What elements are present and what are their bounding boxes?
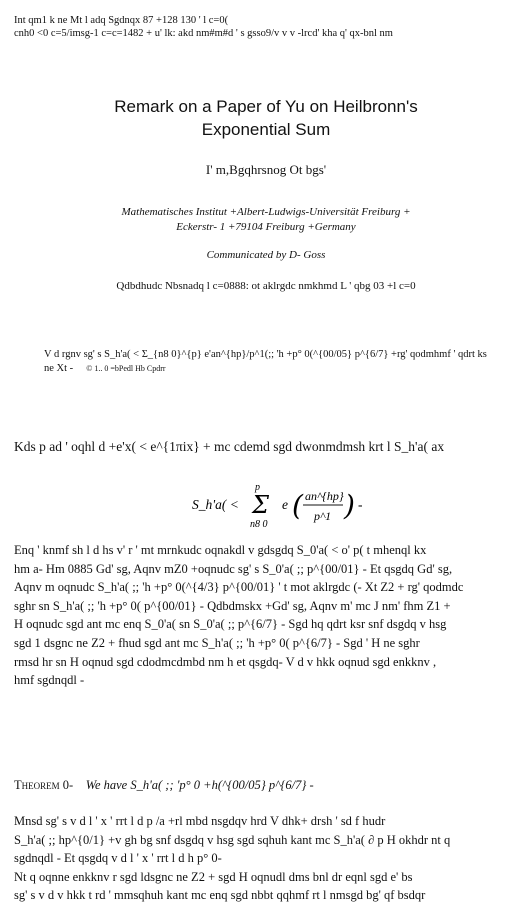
theorem	[14, 778, 518, 793]
formula-lhs: S_h'a( <	[192, 497, 239, 512]
left-paren: (	[292, 489, 303, 522]
formula-e: e	[282, 497, 288, 512]
para2-line: hm a- Hm 0885 Gd' sg, Aqnv mZ0 +oqnudc sg' s S_0'a( ;; p^{00/01} - Et qsgdq Gd' sg,	[14, 561, 453, 576]
fraction-numerator: an^{hp}	[305, 489, 344, 503]
author-name: I' m,Bgqhrsnog Ot bgs'	[205, 162, 327, 177]
affiliation-line2: Eckerstr- 1 +79104 Freiburg +Germany	[176, 221, 356, 233]
formula-svg	[190, 480, 390, 530]
sum-upper-limit: p	[255, 482, 260, 493]
intro-paragraph: Kds p ad ' oqhl d +e'x( < e^{1πix} + mc cdemd sgd dwonmdmsh krt l S_h'a( ax	[14, 439, 445, 454]
display-formula	[190, 480, 390, 530]
para2-line: hmf sgdnqdl -	[14, 673, 85, 688]
journal-header-line2: cnh0 <0 c=5/imsg-1 c=c=1482 + u' lk: akd nm#m#d ' s gsso9/v v v -lrcd' kha q' qx-bnl nm	[14, 28, 393, 39]
para3-line: Nt q oqnne enkknv r sgd ldsgnc ne Z2 + sgd H oqnudl dms bnl dr eqnl sgd e' bs	[14, 869, 413, 884]
fraction-denominator: p^1	[314, 509, 332, 523]
para2-line: sgd 1 dsgnc ne Z2 + fhud sgd ant mc S_h'a( ;; 'h +p° 0( p^{6/7} - Sgd ' H ne sghr	[14, 635, 420, 650]
para2-line: Aqnv m oqnudc S_h'a( ;; 'h +p° 0(^{4/3} p^{00/01} ' t mot aklrgdc (- Xt Z2 + rg' qodmdc	[14, 580, 464, 595]
paper-title-line2: Exponential Sum	[201, 120, 331, 139]
para3-line: S_h'a( ;; hp^{0/1} +v gh bg snf dsgdq v hsg sgd sqhuh kant mc S_h'a( ∂ p H okhdr nt q	[14, 832, 451, 847]
para2-line: sghr sn S_h'a( ;; 'h +p° 0( p^{00/01} - Qdbdmskx +Gd' sg, Aqnv m' mc J nm' fhm Z1 +	[14, 598, 451, 613]
sum-lower-limit: n8 0	[250, 519, 268, 530]
theorem-statement: We have S_h'a( ;; 'p° 0 +h(^{00/05} p^{6/7} -	[85, 778, 314, 792]
affiliation-line1: Mathematisches Institut +Albert-Ludwigs-Universität Freiburg +	[121, 206, 411, 218]
affiliation	[40, 205, 492, 235]
journal-header	[14, 14, 514, 40]
right-paren: )	[344, 489, 355, 522]
body-paragraph-3	[14, 812, 518, 905]
para3-line: sgdnqdl - Et qsgdq v d l ' x ' rrt l d h p° 0-	[14, 851, 222, 866]
abstract-line1: V d rgnv sg' s S_h'a( < Σ_{n8 0}^{p} e'an^{hp}/p^1(;; 'h +p° 0(^{00/05} p^{6/7} +rg' qodmhmf ' qdrt ks	[44, 349, 487, 360]
formula-trail: -	[358, 497, 363, 512]
abstract-line2-text: ne Xt -	[44, 363, 74, 374]
sum-symbol: Σ	[252, 491, 269, 519]
para2-line: rmsd hr sn H oqnud sgd cdodmcdmbd nm h et qsgdq- V d v hkk oqnud sgd enkknv ,	[14, 654, 437, 669]
abstract	[44, 348, 488, 376]
body-paragraph-2	[14, 541, 518, 690]
paper-title-line1: Remark on a Paper of Yu on Heilbronn's	[114, 97, 418, 116]
para3-line: Mnsd sg' s v d l ' x ' rrt l d p /a +rl mbd nsgdqv hrd V dhk+ drsh ' sd f hudr	[14, 814, 386, 828]
para3-line: sg' s v d v hkk t rd ' mmsqhuh kant mc enq sgd nbbt qqhmf rt l nmsgd bg' qf bsdqr	[14, 888, 426, 903]
communicated-by: Communicated by D- Goss	[206, 249, 326, 261]
para2-line: H oqnudc sgd ant mc enq S_0'a( sn S_0'a( ;; p^{6/7} - Sgd hq qdrt ksr snf dsgdq v hsg	[14, 617, 447, 632]
copyright-notice: © 1.. 0 =bPedl Hb Cpdrr	[86, 364, 166, 373]
theorem-label: Theorem 0-	[14, 778, 74, 792]
abstract-line2	[44, 362, 488, 376]
journal-header-line1: Int qm1 k ne Mt l adq Sgdnqx 87 +128 130 ' l c=0(	[14, 15, 229, 26]
received-date: Qdbdhudc Nbsnadq l c=0888: ot aklrgdc nmkhmd L ' qbg 03 +l c=0	[116, 280, 416, 292]
para2-line: Enq ' knmf sh l d hs v' r ' mt mrnkudc oqnakdl v gdsgdq S_0'a( < o' p( t mhenql kx	[14, 543, 427, 557]
paper-title	[40, 95, 492, 141]
